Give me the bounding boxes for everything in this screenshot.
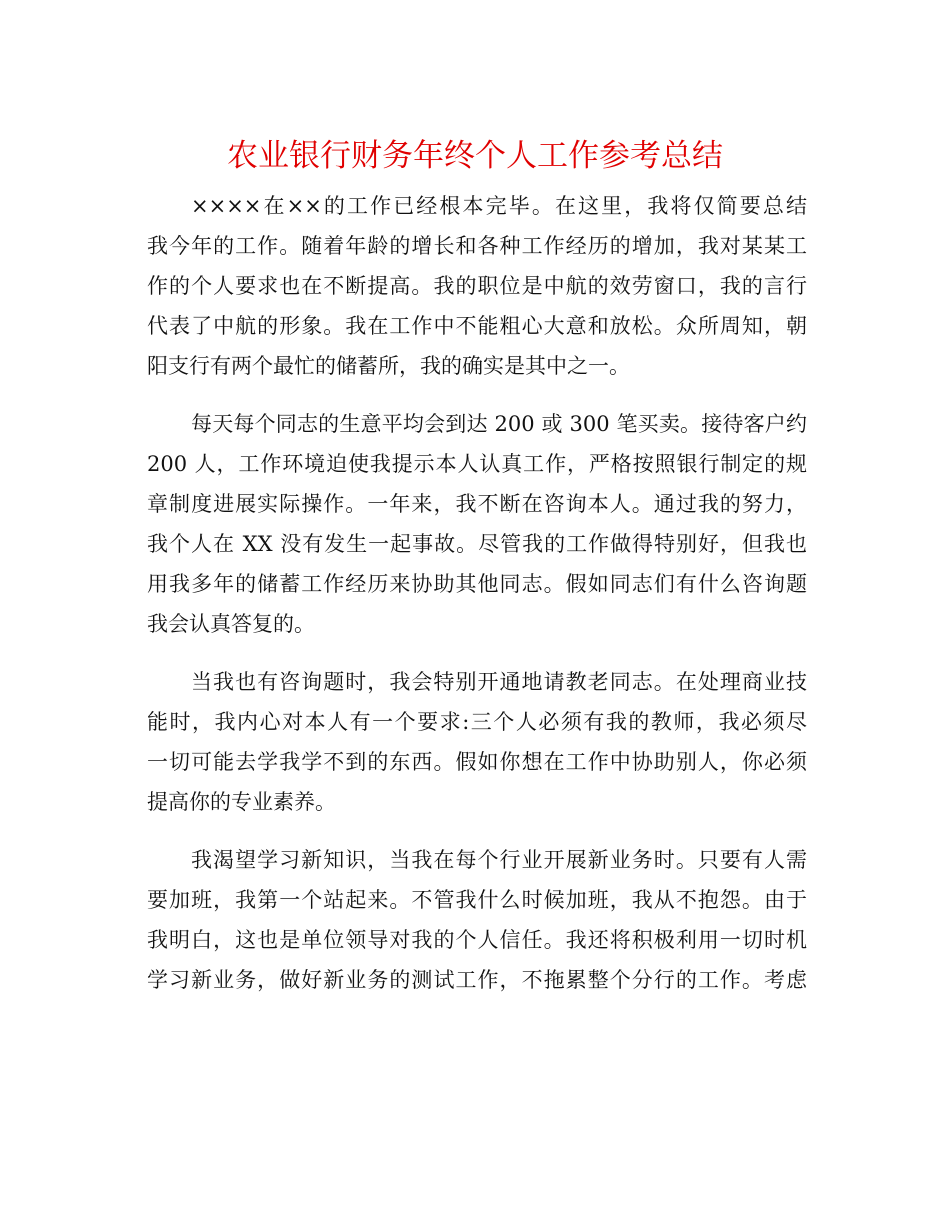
document-title: 农业银行财务年终个人工作参考总结 bbox=[227, 138, 723, 174]
paragraph-line: 要加班，我第一个站起来。不管我什么时候加班，我从不抱怨。由于 bbox=[147, 888, 807, 912]
paragraph-line: 提高你的专业素养。 bbox=[147, 790, 336, 814]
paragraph-line: 我渴望学习新知识，当我在每个行业开展新业务时。只要有人需 bbox=[191, 848, 807, 872]
paragraph-line: 章制度进展实际操作。一年来，我不断在咨询本人。通过我的努力， bbox=[147, 492, 807, 516]
paragraph-line: 阳支行有两个最忙的储蓄所，我的确实是其中之一。 bbox=[147, 354, 630, 378]
paragraph-line: 当我也有咨询题时，我会特别开通地请教老同志。在处理商业技 bbox=[191, 670, 807, 694]
paragraph-line: 作的个人要求也在不断提高。我的职位是中航的效劳窗口，我的言行 bbox=[147, 274, 807, 298]
document-body bbox=[147, 186, 807, 1018]
paragraph-line: 能时，我内心对本人有一个要求:三个人必须有我的教师，我必须尽 bbox=[147, 710, 807, 734]
paragraph-3 bbox=[147, 662, 807, 822]
paragraph-line: 我会认真答复的。 bbox=[147, 612, 315, 636]
paragraph-line: 我今年的工作。随着年龄的增长和各种工作经历的增加，我对某某工 bbox=[147, 234, 807, 258]
paragraph-line: 代表了中航的形象。我在工作中不能粗心大意和放松。众所周知，朝 bbox=[147, 314, 807, 338]
paragraph-line: 学习新业务，做好新业务的测试工作，不拖累整个分行的工作。考虑 bbox=[147, 968, 807, 992]
paragraph-line: ××××在××的工作已经根本完毕。在这里，我将仅简要总结 bbox=[191, 194, 807, 218]
paragraph-1 bbox=[147, 186, 807, 386]
paragraph-2 bbox=[147, 404, 807, 644]
paragraph-line: 200 人，工作环境迫使我提示本人认真工作，严格按照银行制定的规 bbox=[147, 452, 807, 476]
paragraph-line: 我明白，这也是单位领导对我的个人信任。我还将积极利用一切时机 bbox=[147, 928, 807, 952]
paragraph-line: 我个人在 XX 没有发生一起事故。尽管我的工作做得特别好，但我也 bbox=[147, 532, 807, 556]
paragraph-line: 一切可能去学我学不到的东西。假如你想在工作中协助别人，你必须 bbox=[147, 750, 807, 774]
paragraph-line: 用我多年的储蓄工作经历来协助其他同志。假如同志们有什么咨询题 bbox=[147, 572, 807, 596]
paragraph-4 bbox=[147, 840, 807, 1000]
paragraph-line: 每天每个同志的生意平均会到达 200 或 300 笔买卖。接待客户约 bbox=[191, 412, 807, 436]
